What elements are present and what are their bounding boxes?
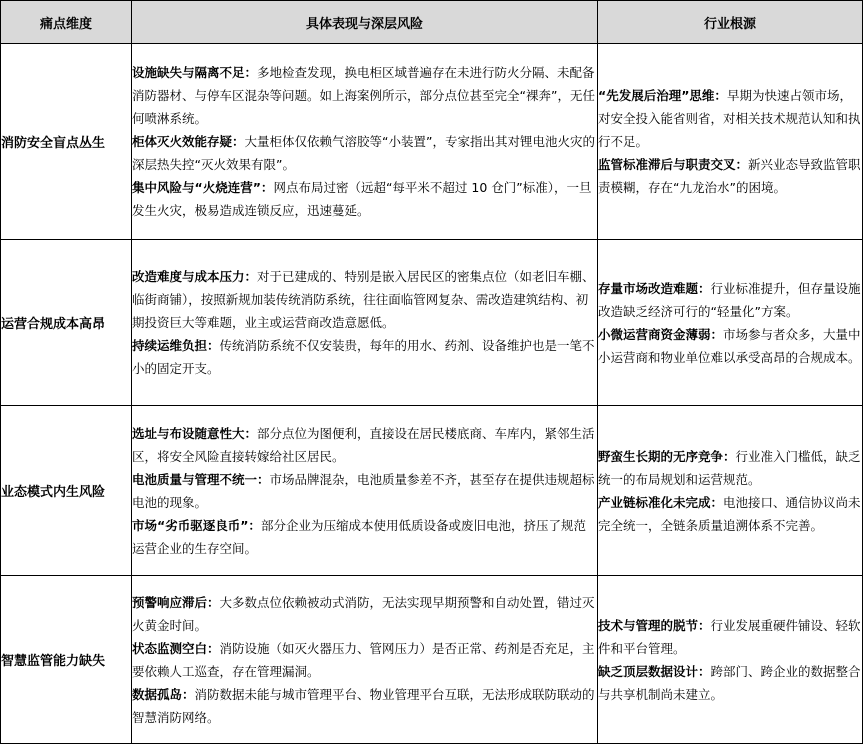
- origin-title: “先发展后治理”思维：: [598, 88, 727, 103]
- risk-item: [132, 591, 597, 637]
- header-dimension: 痛点维度: [1, 1, 132, 44]
- origin-text: 电池接口、通信协议尚未完全统一，全链条质量追溯体系不完善。: [598, 494, 861, 533]
- origins-cell: [598, 406, 863, 576]
- origin-title: 监管标准滞后与职责交叉：: [598, 157, 749, 172]
- origin-text: 新兴业态导致监管职责模糊，存在“九龙治水”的困境。: [598, 157, 861, 195]
- risks-cell: [132, 406, 598, 576]
- risk-text: 对于已建成的、特别是嵌入居民区的密集点位（如老旧车棚、临街商铺），按照新规加装传统消防系统，往往面临管网复杂、需改造建筑结构、初期投资巨大等难题，业主或运营商改造意愿低。: [132, 269, 595, 330]
- risk-text: 多地检查发现，换电柜区域普遍存在未进行防火分隔、未配备消防器材、与停车区混杂等问题。如上海案例所示，部分点位甚至完全“裸奔”，无任何喷淋系统。: [132, 65, 595, 126]
- dimension-cell: 智慧监管能力缺失: [1, 576, 132, 744]
- origin-item: [598, 277, 862, 323]
- risk-title: 状态监测空白：: [132, 640, 220, 656]
- origin-title: 存量市场改造难题：: [598, 280, 711, 296]
- risk-text: 消防数据未能与城市管理平台、物业管理平台互联，无法形成联防联动的智慧消防网络。: [132, 686, 595, 725]
- origin-text: 行业发展重硬件铺设、轻软件和平台管理。: [598, 617, 861, 656]
- risk-title: 电池质量与管理不统一：: [132, 471, 270, 487]
- risk-item: [132, 334, 597, 380]
- origin-text: 市场参与者众多，大量中小运营商和物业单位难以承受高昂的合规成本。: [598, 326, 861, 365]
- risk-text: 部分企业为压缩成本使用低质设备或废旧电池，挤压了规范运营企业的生存空间。: [132, 517, 586, 556]
- table-row: [1, 406, 863, 576]
- risk-item: [132, 637, 597, 683]
- risk-title: 柜体灭火效能存疑：: [132, 134, 245, 149]
- origins-cell: [598, 44, 863, 240]
- origin-text: 早期为快速占领市场，对安全投入能省则省，对相关技术规范认知和执行不足。: [598, 88, 861, 149]
- risk-item: [132, 130, 597, 176]
- dimension-cell: 消防安全盲点丛生: [1, 44, 132, 240]
- risk-title: 数据孤岛：: [132, 686, 195, 702]
- risk-item: [132, 514, 597, 560]
- origin-item: [598, 445, 862, 491]
- risk-text: 消防设施（如灭火器压力、管网压力）是否正常、药剂是否充足，主要依赖人工巡查，存在管理漏洞。: [132, 640, 595, 679]
- risk-title: 市场“劣币驱逐良币”：: [132, 517, 261, 533]
- risks-cell: [132, 576, 598, 744]
- risk-title: 选址与布设随意性大：: [132, 425, 258, 441]
- origin-title: 技术与管理的脱节：: [598, 617, 711, 633]
- risk-title: 改造难度与成本压力：: [132, 269, 258, 284]
- header-risks: 具体表现与深层风险: [132, 1, 598, 44]
- origin-item: [598, 491, 862, 537]
- risk-title: 设施缺失与隔离不足：: [132, 65, 258, 80]
- risk-text: 网点布局过密（远超“每平米不超过 10 仓门”标准），一旦发生火灾，极易造成连锁反应，迅速蔓延。: [132, 180, 592, 218]
- origin-item: [598, 84, 862, 153]
- origin-title: 野蛮生长期的无序竞争：: [598, 448, 736, 464]
- risk-text: 市场品牌混杂，电池质量参差不齐，甚至存在提供违规超标电池的现象。: [132, 471, 595, 510]
- dimension-cell: 运营合规成本高昂: [1, 240, 132, 406]
- origin-text: 跨部门、跨企业的数据整合与共享机制尚未建立。: [598, 663, 861, 702]
- origin-title: 缺乏顶层数据设计：: [598, 663, 711, 679]
- risk-title: 持续运维负担：: [132, 338, 220, 353]
- risk-item: [132, 468, 597, 514]
- risk-text: 传统消防系统不仅安装贵，每年的用水、药剂、设备维护也是一笔不小的固定开支。: [132, 338, 595, 376]
- header-row: [1, 1, 863, 44]
- origin-title: 产业链标准化未完成：: [598, 494, 724, 510]
- risk-title: 预警响应滞后：: [132, 594, 220, 610]
- risks-cell: [132, 44, 598, 240]
- origin-item: [598, 323, 862, 369]
- origins-cell: [598, 576, 863, 744]
- table-row: [1, 240, 863, 406]
- table-row: [1, 576, 863, 744]
- origin-item: [598, 153, 862, 199]
- origin-text: 行业准入门槛低，缺乏统一的布局规划和运营规范。: [598, 448, 861, 487]
- risk-item: [132, 422, 597, 468]
- risk-text: 部分点位为图便利，直接设在居民楼底商、车库内，紧邻生活区，将安全风险直接转嫁给社区居民。: [132, 425, 595, 464]
- origin-title: 小微运营商资金薄弱：: [598, 326, 724, 342]
- origin-text: 行业标准提升，但存量设施改造缺乏经济可行的“轻量化”方案。: [598, 280, 861, 319]
- origin-item: [598, 660, 862, 706]
- risks-cell: [132, 240, 598, 406]
- risk-item: [132, 176, 597, 222]
- header-origins: 行业根源: [598, 1, 863, 44]
- origin-item: [598, 614, 862, 660]
- origins-cell: [598, 240, 863, 406]
- risk-item: [132, 683, 597, 729]
- risk-item: [132, 61, 597, 130]
- table-row: [1, 44, 863, 240]
- risk-text: 大量柜体仅依赖气溶胶等“小装置”，专家指出其对锂电池火灾的深层热失控“灭火效果有限”。: [132, 134, 595, 172]
- risk-title: 集中风险与“火烧连营”：: [132, 180, 274, 195]
- risk-item: [132, 265, 597, 334]
- risk-text: 大多数点位依赖被动式消防，无法实现早期预警和自动处置，错过灭火黄金时间。: [132, 594, 595, 633]
- dimension-cell: 业态模式内生风险: [1, 406, 132, 576]
